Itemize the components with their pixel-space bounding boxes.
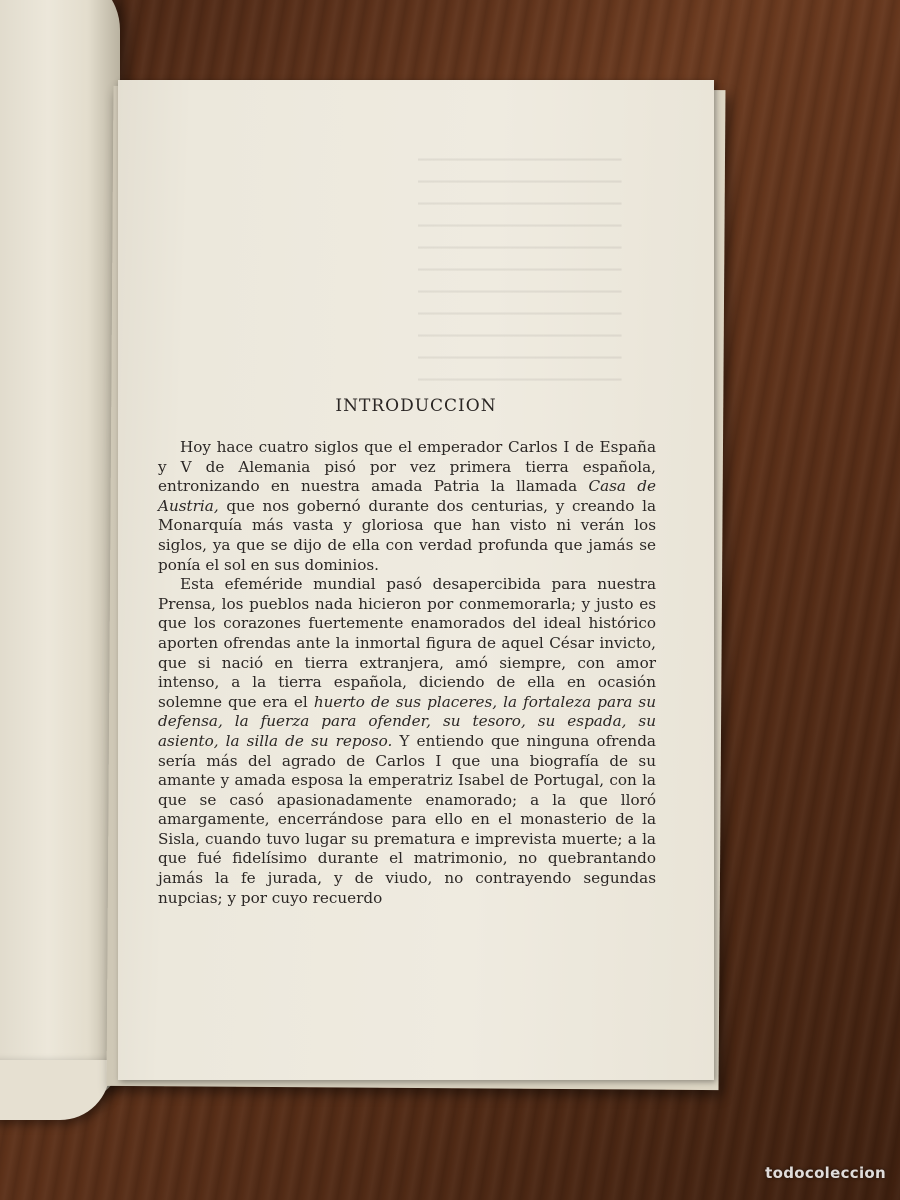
show-through-texture: ━━━━━━━━━━━━━━━━━━━━━━━━━━ ━━━━━━━━━━━━━━━━━━━━━━━━━━ ━━━━━━━━━━━━━━━━━━━━━━━━━━ ━━━━━━━━━━━━━━━━━━━━━━━━━━ ━━━━━━━━━━━━━━━━━━━━━━━━━━ ━━━━━━━━━━━━━━━━━━━━━━━━━━ ━━━━━━━━━━━━━━━━━━━━━━━━━━ ━━━━━━━━━━━━━━━━━━━━━━━━━━ ━━━━━━━━━━━━━━━━━━━━━━━━━━ ━━━━━━━━━━━━━━━━━━━━━━━━━━ ━━━━━━━━━━━━━━━━━━━━━━━━━━	[418, 153, 622, 388]
chapter-heading: INTRODUCCION	[335, 396, 497, 416]
paragraph-1-text-b: que nos gobernó durante dos centurias, y creando la Monarquía más vasta y gloriosa que han visto ni verán los siglos, ya que se dijo de ella con verdad profunda que jamás se ponía el sol en sus dominios.	[158, 496, 656, 574]
facing-page-corner	[0, 1060, 110, 1120]
watermark: todocoleccion	[765, 1164, 886, 1182]
book-page	[118, 80, 714, 1080]
paragraph-2	[158, 575, 656, 908]
paragraph-1	[158, 438, 656, 575]
facing-page	[0, 0, 120, 1100]
paragraph-1-italic: Casa de Austria,	[158, 477, 657, 515]
paragraph-1-text-a: Hoy hace cuatro siglos que el emperador Carlos I de España y V de Alemania pisó por vez primera tierra española, entronizando en nuestra amada Patria la llamada	[158, 438, 656, 496]
paragraph-2-text-a: Esta efeméride mundial pasó desapercibida para nuestra Prensa, los pueblos nada hicieron por conmemorarla; y justo es que los corazones fuertemente enamorados del ideal histórico aporten ofrendas ante la inmortal figura de aquel César invicto, que si nació en tierra extranjera, amó siempre, con amor intenso, a la tierra española, diciendo de ella en ocasión solemne que era el	[158, 575, 656, 711]
paragraph-2-text-b: Y entiendo que ninguna ofrenda sería más del agrado de Carlos I que una biografía de su amante y amada esposa la emperatriz Isabel de Portugal, con la que se casó apasionadamente enamorado; a la que lloró amargamente, encerrándose para ello en el monasterio de la Sisla, cuando tuvo lugar su prematura e imprevista muerte; a la que fué fidelísimo durante el matrimonio, no quebrantando jamás la fe jurada, y de viudo, no contrayendo segundas nupcias; y por cuyo recuerdo	[158, 731, 656, 907]
body-text	[158, 438, 656, 908]
paragraph-2-italic: huerto de sus placeres, la fortaleza para su defensa, la fuerza para ofender, su tesoro, su espada, su asiento, la silla de su reposo.	[158, 692, 657, 750]
